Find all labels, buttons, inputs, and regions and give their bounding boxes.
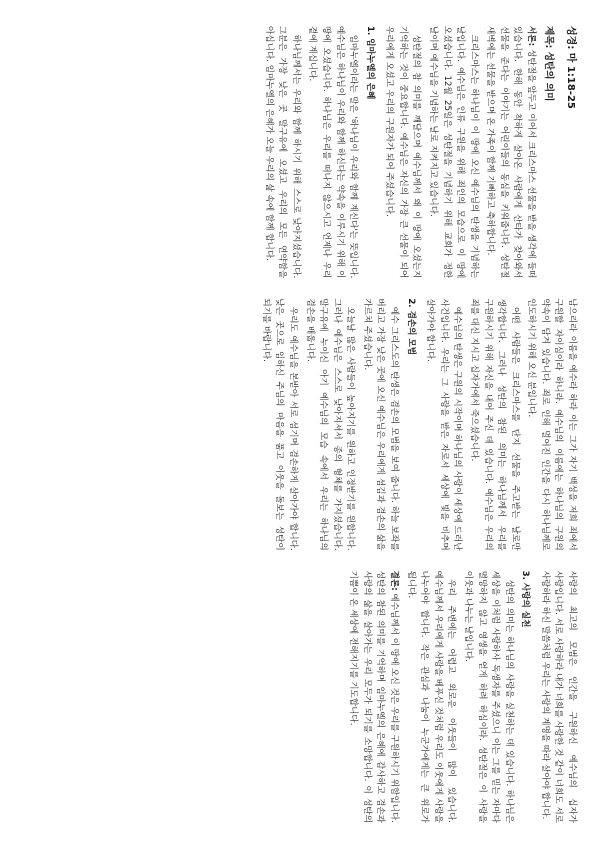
paragraph: 어떤 사람들은 크리스마스를 단지 선물을 주고받는 날로만 생각합니다. 그러나 성탄의 참된 의미는 하나님께서 우리를 구원하시기 위해 자신을 내어 주신 데 있습니다. 예수님은 우리의 죄를 대신 지시고 십자가에서 죽으셨습니다. (468, 298, 520, 551)
intro-paragraph (483, 26, 537, 278)
paragraph: 하나님께서는 우리와 함께 하시기 위해 스스로 낮아지셨습니다. 그분은 가장 낮은 곳 말구유에 오셨고 우리의 모든 연약함을 아십니다. 임마누엘의 은혜가 오늘 우리의 삶 속에 함께 합니다. (263, 26, 301, 279)
text-columns (18, 26, 578, 823)
paragraph: 우리 주변에는 어렵고 외로운 이웃들이 많이 있습니다. 예수님께서 우리에게 사랑을 베푸신 것처럼 우리도 이웃에게 사랑을 나누어야 합니다. 작은 관심과 나눔이 누군가에게는 큰 위로가 됩니다. (405, 570, 457, 823)
paragraph: 예수님의 탄생은 구원의 시작이며 하나님의 사랑이 세상에 드러난 사건입니다. 우리는 그 사랑을 받은 자로서 세상에 빛을 비추며 살아가야 합니다. (425, 298, 463, 551)
paragraph: 성탄의 의미는 하나님의 사랑을 실천하는 데 있습니다. 하나님은 세상을 이처럼 사랑하사 독생자를 주셨으니 이는 그를 믿는 자마다 멸망하지 않고 영생을 얻게 하려 하심이라. 성탄절은 이 사랑을 이웃과 나누는 날입니다. (462, 570, 514, 823)
section-heading-1: 1. 임마누엘의 은혜 (364, 26, 375, 100)
paragraph: 성탄절의 참 의미를 깨달으며 예수님께서 왜 이 땅에 오셨는지 기억하는 것이 중요합니다. 예수님은 자신의 가장 큰 선물이 되어 우리에게 오셨고 우리의 구원자가 되어 주셨습니다. (384, 26, 422, 279)
column-3 (18, 571, 578, 823)
column-1 (18, 26, 578, 278)
scripture-reference: 성경: 마 1:18-25 (565, 26, 576, 109)
section-heading-3: 3. 사랑의 실천 (520, 570, 531, 628)
intro-text: 성탄절을 앞두고 이어서 크리스마스 선물을 받을 생각에 들떠 있습니다. 한해 동안 착하게 살아온 사람에게 산타가 찾아와서 선물을 준다는 이야기는 어린이들의 동심을 키워줍니다. 성탄절 새벽에는 선물을 받으며 온 가족이 함께 기뻐하고 축하합니다. (485, 26, 537, 279)
intro-label: 서론: (526, 26, 537, 47)
paragraph: 우리도 예수님을 본받아 서로 섬기며 겸손하게 살아가야 합니다. 낮은 곳으로 임하신 주님의 마음을 품고 이웃을 돌보는 성탄이 되기를 바랍니다. (260, 298, 299, 551)
column-2 (18, 298, 578, 550)
conclusion-label: 결론: (389, 570, 400, 591)
paragraph: 임마누엘이라는 말은 '하나님이 우리와 함께 계신다'는 뜻입니다. 예수님은 하나님이 우리와 함께 하신다는 약속을 이루시기 위해 이 땅에 오셨습니다. 하나님은 우리를 떠나지 않으시고 언제나 우리 곁에 계십니다. (307, 26, 359, 279)
conclusion-paragraph (346, 571, 400, 823)
paragraph: 예수 그리스도의 탄생은 겸손의 모범을 보여 줍니다. 하늘 보좌를 버리고 가장 낮은 곳에 오신 예수님은 우리에게 섬김과 겸손의 삶을 가르쳐 주셨습니다. (361, 298, 400, 551)
paragraph: 사랑의 최고의 모범은 인간을 구원하신 예수님의 십자가 사랑입니다. 서로 사랑하라 내가 너희를 사랑한 것 같이 너희도 서로 사랑하라 하신 말씀처럼 우리는 사랑의 계명을 따라 살아야 합니다. (539, 570, 577, 823)
section-heading-2: 2. 겸손의 모범 (405, 298, 416, 356)
conclusion-text: 예수님께서 이 땅에 오신 것은 우리를 구원하시기 위함입니다. 성탄의 참된 의미를 기억하며 임마누엘의 은혜에 감사하고 겸손과 사랑의 삶을 살아가는 우리 모두가 되기를 소망합니다. 이 성탄의 기쁨이 온 세상에 전해지기를 기도합니다. (348, 570, 400, 823)
sermon-title: 제목: 성탄의 의미 (543, 26, 555, 102)
paragraph: 오늘날 많은 사람들이 높아지기를 원하고 인정받기를 원합니다. 그러나 예수님은 스스로 낮아지셔서 종의 형체를 가지셨습니다. 말구유에 누이신 아기 예수님의 모습 속에서 우리는 하나님의 겸손을 배웁니다. (304, 298, 356, 551)
paragraph: 크리스마스는 하나님이 이 땅에 오신 예수님의 탄생을 기념하는 날입니다. 예수님은 인류 구원을 위해 죄인의 모습으로 이 땅에 오셨습니다. 12월 25일은 성탄절을 기념하기 위해 교회가 정한 날이며 예수님을 기념하는 날로 지켜지고 있습니다. (428, 26, 479, 279)
paragraph: 남으리라 이름을 예수라 하라 이는 그가 자기 백성을 저희 죄에서 구원할 자이심이라 하니라. 예수님의 이름에는 하나님의 구원의 약속이 담겨 있습니다. 죄로 인해 멀어진 인간을 다시 하나님께로 인도하시기 위해 오신 분입니다. (526, 298, 577, 551)
